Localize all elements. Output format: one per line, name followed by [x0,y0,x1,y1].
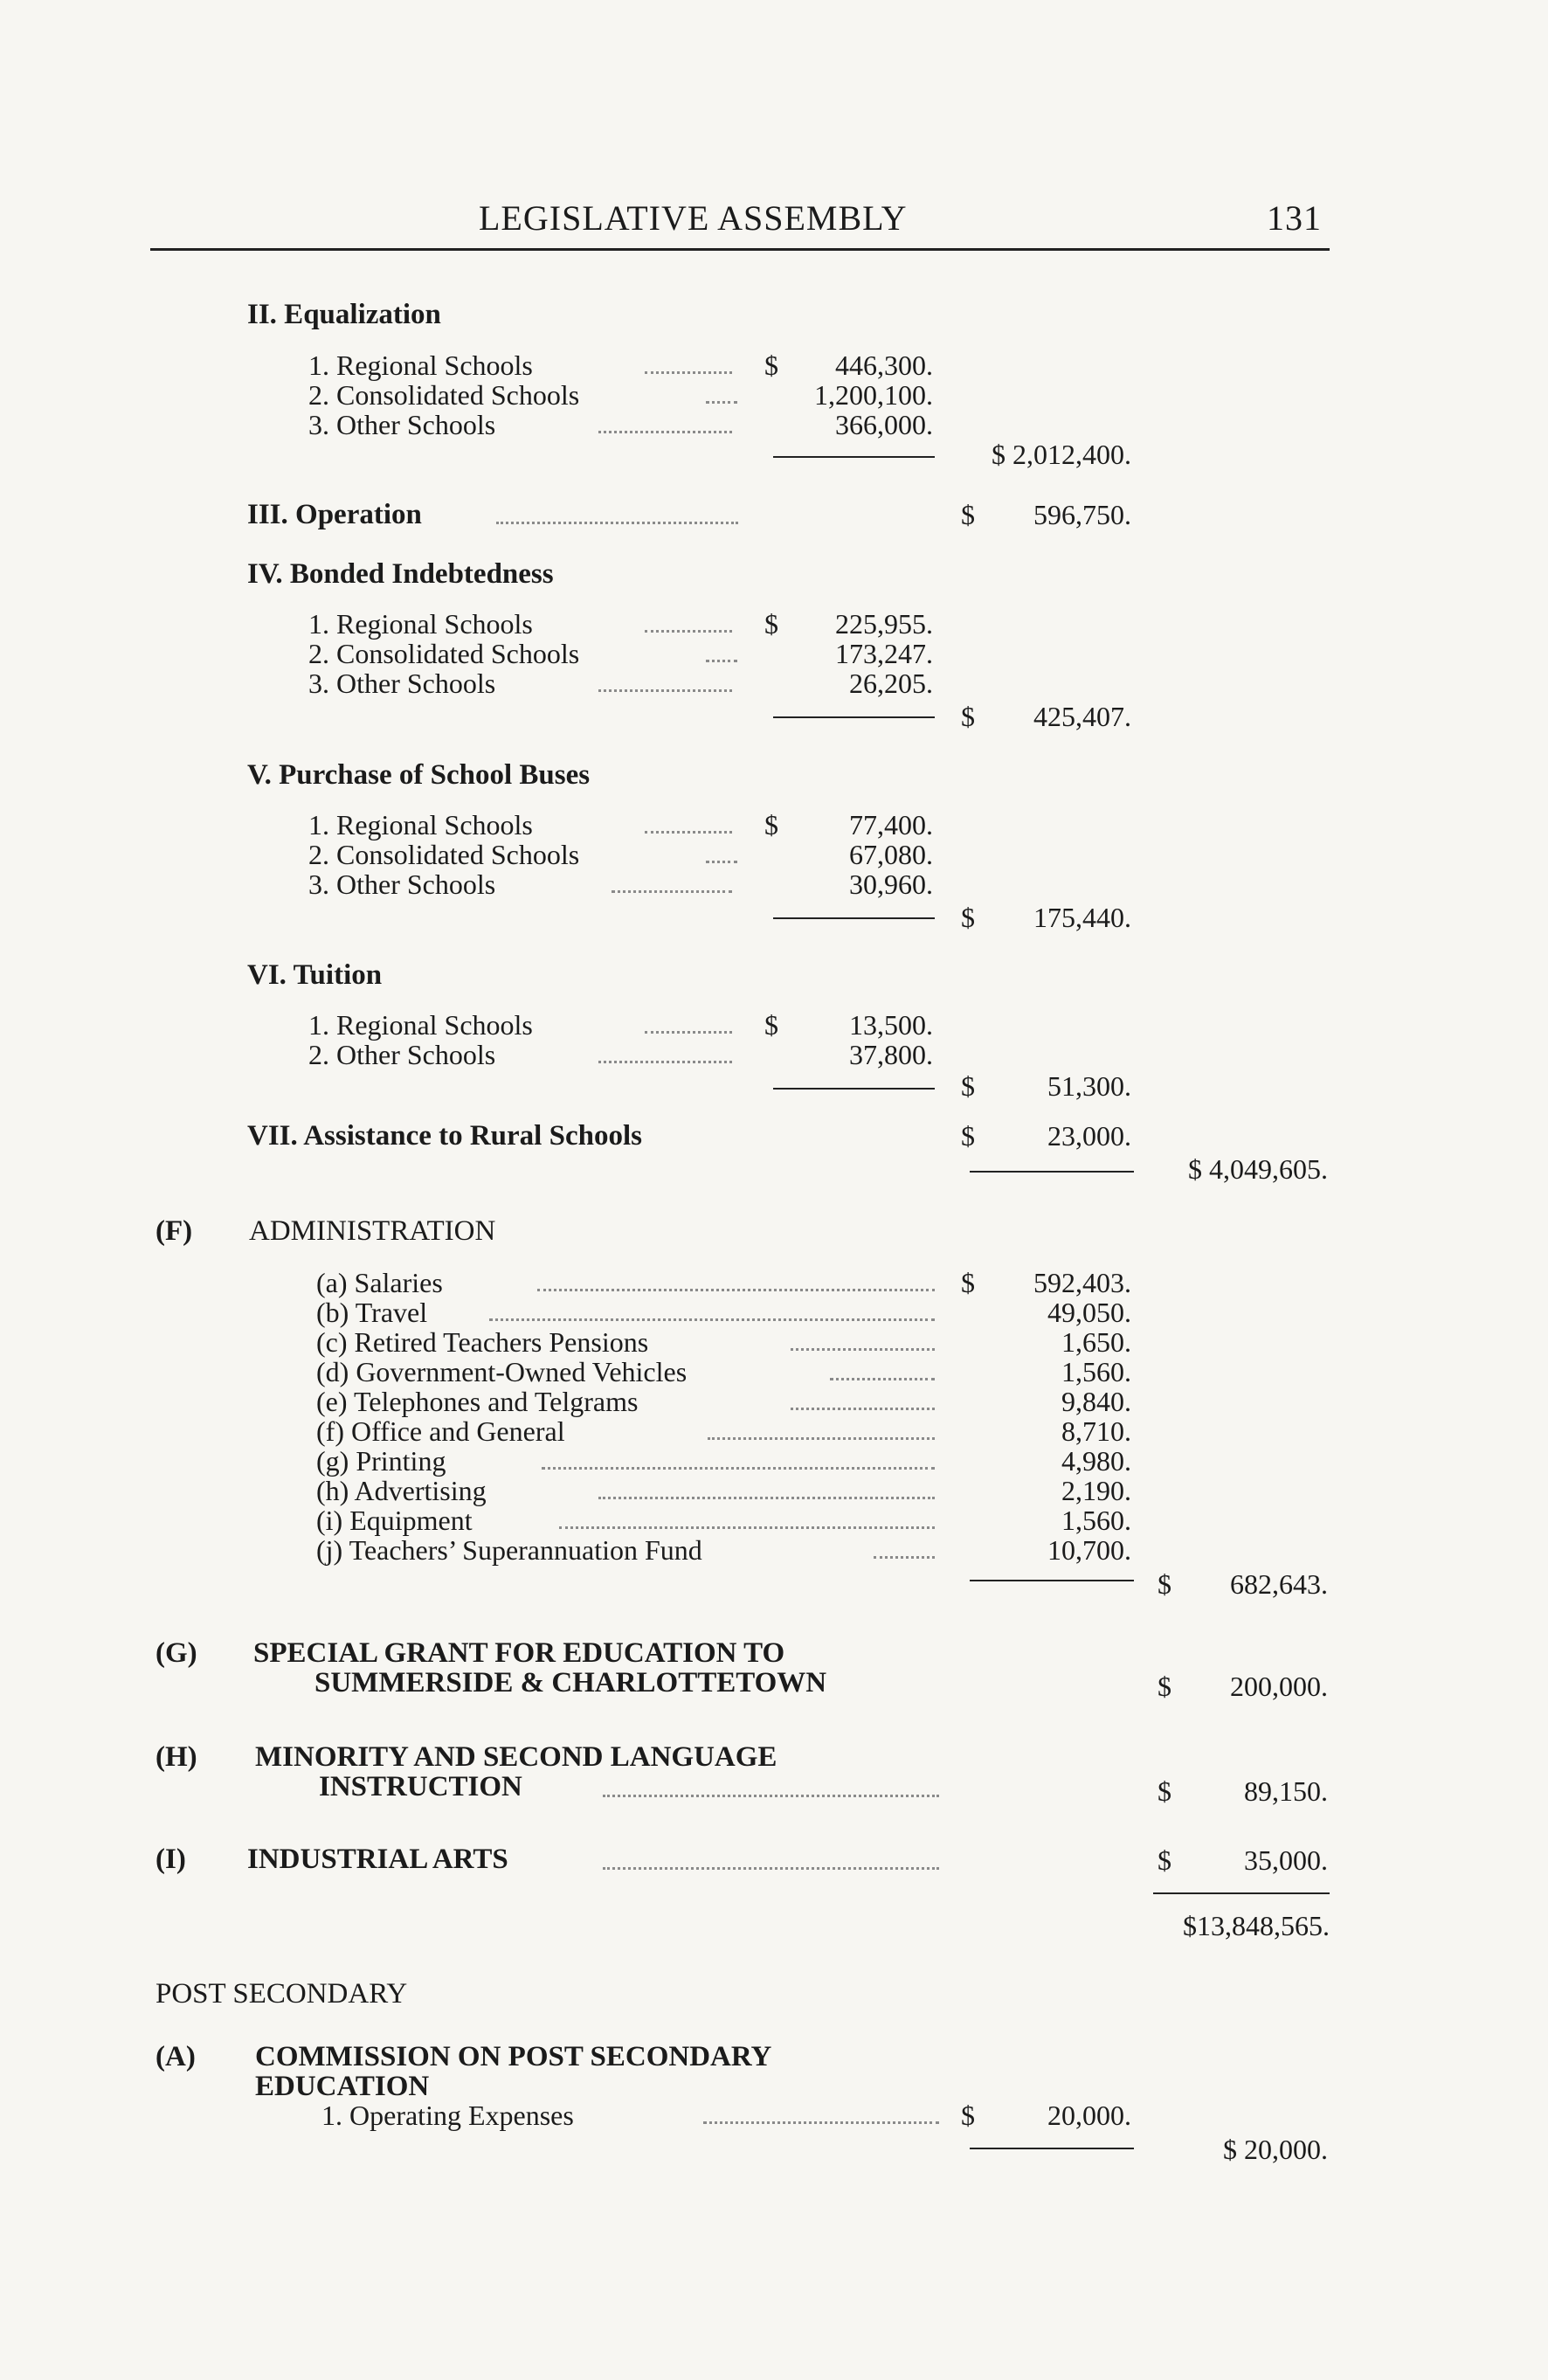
dollar-sign: $ [1158,1671,1171,1702]
list-item-amount: 37,800. [849,1039,933,1070]
bonded-heading: IV. Bonded Indebtedness [247,558,554,590]
dollar-sign: $ [961,1070,975,1102]
dollar-sign: $ [764,608,778,640]
leader-dots [612,890,732,893]
section-letter: (A) [155,2041,196,2072]
list-item-amount: 446,300. [835,349,933,381]
operation-heading: III. Operation [247,499,422,530]
group-total-amount: 35,000. [1244,1844,1328,1876]
list-item-amount: 2,190. [1061,1475,1131,1506]
leader-dots [706,861,737,863]
commission-heading-line2: EDUCATION [255,2071,430,2102]
list-item-amount: 4,980. [1061,1445,1131,1477]
dollar-sign: $ [961,1267,975,1298]
leader-dots [645,630,732,633]
list-item-label: (g) Printing [316,1445,446,1477]
list-item-label: (a) Salaries [316,1267,443,1298]
page-title: LEGISLATIVE ASSEMBLY [479,198,908,238]
dollar-sign: $ [961,1120,975,1152]
dollar-sign: $ [1158,1844,1171,1876]
subtotal-rule [970,1580,1134,1581]
leader-dots [706,401,737,404]
list-item-amount: 13,500. [849,1009,933,1041]
list-item-amount: 9,840. [1061,1386,1131,1417]
minority-heading-line2: INSTRUCTION [319,1771,522,1802]
list-item-amount: 26,205. [849,668,933,699]
leader-dots [830,1378,935,1380]
dollar-sign: $ [764,349,778,381]
list-item-label: 2. Other Schools [308,1039,496,1070]
dollar-sign: $ [764,1009,778,1041]
list-item-label: (f) Office and General [316,1415,565,1447]
leader-dots [706,660,737,662]
minority-heading-line1: MINORITY AND SECOND LANGUAGE [255,1741,777,1773]
dollar-sign: $ [961,2100,975,2131]
list-item-label: 1. Regional Schools [308,1009,533,1041]
subtotal-amount: 596,750. [1033,499,1131,530]
list-item-amount: 10,700. [1047,1534,1131,1566]
list-item-label: (c) Retired Teachers Pensions [316,1326,649,1358]
list-item-label: 1. Regional Schools [308,809,533,841]
leader-dots [603,1795,939,1797]
section-letter: (F) [155,1215,193,1247]
subtotal-amount: 175,440. [1033,902,1131,933]
leader-dots [598,689,732,692]
section-total-amount: $13,848,565. [1183,1910,1330,1941]
list-item-label: 3. Other Schools [308,668,496,699]
leader-dots [489,1318,935,1321]
section-letter: (H) [155,1741,197,1773]
leader-dots [703,2121,939,2124]
list-item-amount: 8,710. [1061,1415,1131,1447]
tuition-heading: VI. Tuition [247,959,383,991]
subtotal-rule [970,2148,1134,2149]
list-item-label: 1. Regional Schools [308,608,533,640]
list-item-amount: 225,955. [835,608,933,640]
section-letter: (I) [155,1844,186,1875]
list-item-amount: 30,960. [849,868,933,900]
leader-dots [542,1467,935,1470]
list-item-amount: 592,403. [1033,1267,1131,1298]
leader-dots [598,1061,732,1063]
header-rule [150,248,1330,251]
page-number: 131 [1267,198,1322,238]
dollar-sign: $ [1158,1775,1171,1807]
list-item-amount: 173,247. [835,638,933,669]
leader-dots [537,1289,935,1291]
section-letter: (G) [155,1637,197,1669]
list-item-label: (b) Travel [316,1297,428,1328]
list-item-label: 3. Other Schools [308,868,496,900]
list-item-label: 1. Operating Expenses [321,2100,574,2131]
dollar-sign: $ [1158,1568,1171,1600]
dollar-sign: $ [764,809,778,841]
leader-dots [791,1408,935,1410]
list-item-label: 2. Consolidated Schools [308,638,580,669]
group-total-amount: $ 20,000. [1223,2134,1328,2165]
list-item-amount: 67,080. [849,839,933,870]
subtotal-amount: 23,000. [1047,1120,1131,1152]
special-grant-heading-line2: SUMMERSIDE & CHARLOTTETOWN [314,1667,827,1699]
buses-heading: V. Purchase of School Buses [247,759,591,791]
list-item-amount: 1,560. [1061,1356,1131,1387]
subtotal-amount: $ 2,012,400. [992,439,1131,470]
leader-dots [598,1497,935,1499]
leader-dots [708,1437,935,1440]
leader-dots [645,831,732,834]
subtotal-amount: 425,407. [1033,701,1131,732]
list-item-label: (e) Telephones and Telgrams [316,1386,639,1417]
total-rule [1153,1892,1330,1894]
dollar-sign: $ [961,499,975,530]
rural-heading: VII. Assistance to Rural Schools [247,1120,642,1152]
leader-dots [559,1526,935,1529]
dollar-sign: $ [961,701,975,732]
subtotal-rule [773,456,935,458]
leader-dots [874,1556,935,1559]
commission-heading-line1: COMMISSION ON POST SECONDARY [255,2041,772,2072]
leader-dots [598,431,732,433]
equalization-heading: II. Equalization [247,299,441,330]
list-item-amount: 77,400. [849,809,933,841]
subtotal-rule [970,1171,1134,1173]
leader-dots [496,522,738,524]
leader-dots [645,1031,732,1034]
leader-dots [603,1867,939,1870]
list-item-label: 2. Consolidated Schools [308,379,580,411]
group-total-amount: 682,643. [1230,1568,1328,1600]
group-total-amount: 89,150. [1244,1775,1328,1807]
leader-dots [791,1348,935,1351]
list-item-label: 3. Other Schools [308,409,496,440]
group-total-amount: $ 4,049,605. [1188,1153,1328,1185]
list-item-amount: 366,000. [835,409,933,440]
subtotal-amount: 51,300. [1047,1070,1131,1102]
list-item-amount: 1,560. [1061,1505,1131,1536]
list-item-label: 2. Consolidated Schools [308,839,580,870]
leader-dots [645,371,732,374]
list-item-label: (j) Teachers’ Superannuation Fund [316,1534,702,1566]
list-item-label: (h) Advertising [316,1475,487,1506]
group-total-amount: 200,000. [1230,1671,1328,1702]
administration-heading: ADMINISTRATION [249,1215,496,1247]
dollar-sign: $ [961,902,975,933]
list-item-amount: 1,200,100. [814,379,933,411]
list-item-amount: 1,650. [1061,1326,1131,1358]
post-secondary-heading: POST SECONDARY [155,1978,408,2010]
list-item-label: (d) Government-Owned Vehicles [316,1356,688,1387]
list-item-label: (i) Equipment [316,1505,473,1536]
industrial-heading: INDUSTRIAL ARTS [247,1844,508,1875]
subtotal-rule [773,1088,935,1090]
special-grant-heading-line1: SPECIAL GRANT FOR EDUCATION TO [253,1637,785,1669]
subtotal-rule [773,917,935,919]
subtotal-amount: 20,000. [1047,2100,1131,2131]
list-item-amount: 49,050. [1047,1297,1131,1328]
subtotal-rule [773,716,935,718]
list-item-label: 1. Regional Schools [308,349,533,381]
